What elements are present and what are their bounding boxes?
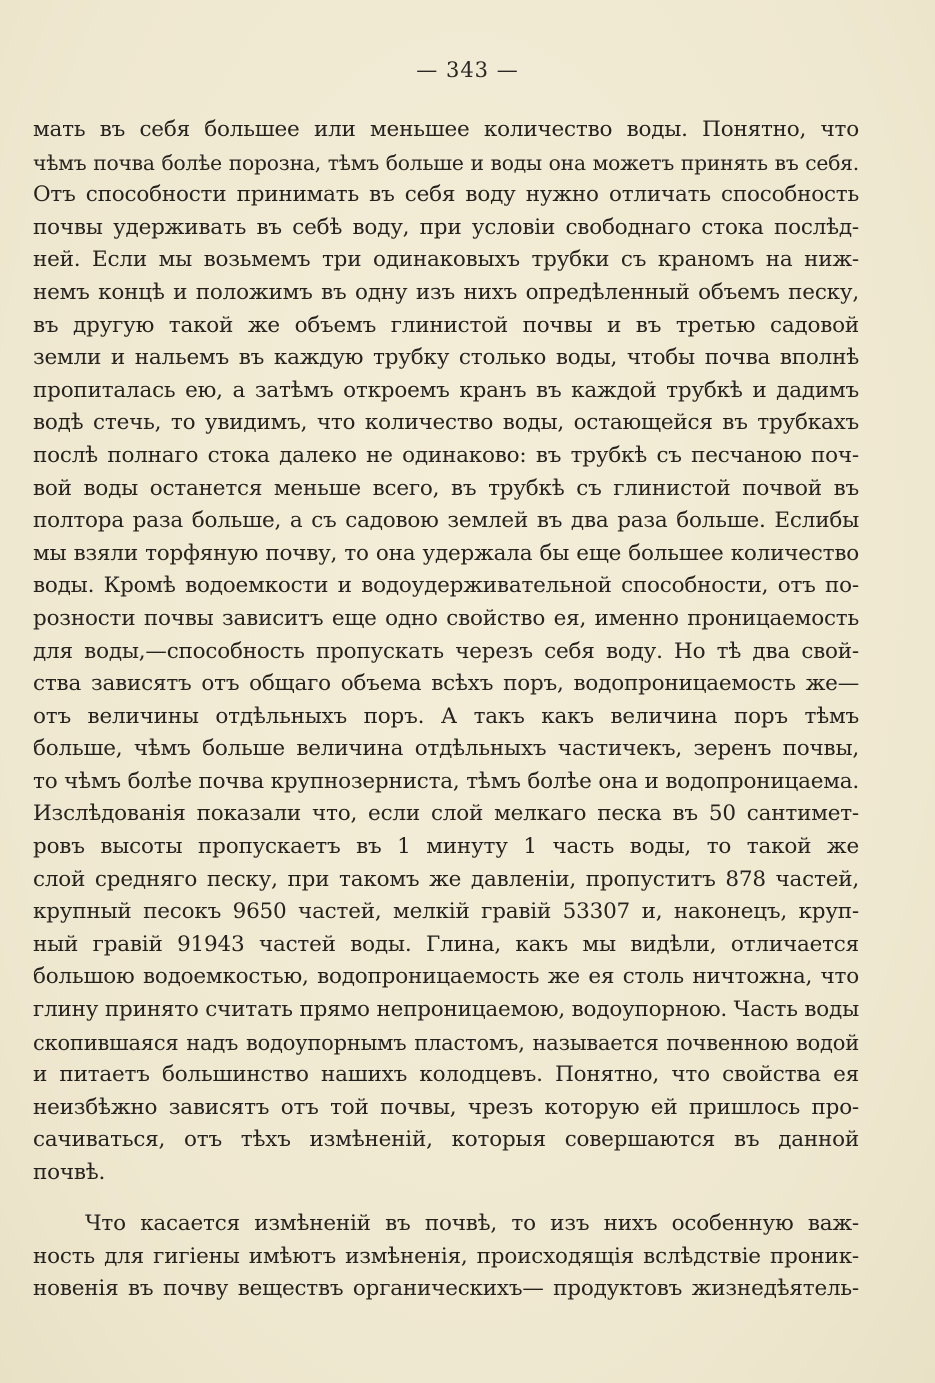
text-line: слой средняго песку, при такомъ же давленіи, пропуститъ 878 частей, xyxy=(33,866,859,892)
text-line: мы взяли торфяную почву, то она удержала бы еще большее количество xyxy=(33,540,859,566)
text-line: въ другую такой же объемъ глинистой почвы и въ третью садовой xyxy=(33,312,859,338)
page-number: — 343 — xyxy=(416,58,519,82)
text-line: больше, чѣмъ больше величина отдѣльныхъ частичекъ, зеренъ почвы, xyxy=(33,736,859,762)
text-line: земли и нальемъ въ каждую трубку столько воды, чтобы почва вполнѣ xyxy=(33,345,859,371)
text-line: почвы удерживать въ себѣ воду, при условіи свободнаго стока послѣд- xyxy=(33,214,859,240)
text-line: розности почвы зависитъ еще одно свойство ея, именно проницаемость xyxy=(33,605,859,631)
text-line: пропиталась ею, а затѣмъ откроемъ кранъ въ каждой трубкѣ и дадимъ xyxy=(33,377,859,403)
paragraph-1 xyxy=(33,114,859,1190)
text-line: полтора раза больше, а съ садовою землей въ два раза больше. Еслибы xyxy=(33,508,859,534)
text-line: большою водоемкостью, водопроницаемость же ея столь ничтожна, что xyxy=(33,964,859,990)
text-line: Что касается измѣненій въ почвѣ, то изъ нихъ особенную важ- xyxy=(85,1211,859,1236)
text-line: крупный песокъ 9650 частей, мелкій гравій 53307 и, наконецъ, круп- xyxy=(33,899,859,925)
text-line: отъ величины отдѣльныхъ поръ. А такъ какъ величина поръ тѣмъ xyxy=(33,703,859,729)
text-line: ства зависятъ отъ общаго объема всѣхъ поръ, водопроницаемость же— xyxy=(33,671,859,697)
text-line: новенія въ почву веществъ органическихъ— продуктовъ жизнедѣятель- xyxy=(33,1276,859,1302)
text-line: ность для гигіены имѣютъ измѣненія, происходящія вслѣдствіе проник- xyxy=(33,1243,859,1269)
text-line: немъ концѣ и положимъ въ одну изъ нихъ опредѣленный объемъ песку, xyxy=(33,279,859,305)
text-line: для воды,—способность пропускать черезъ себя воду. Но тѣ два свой- xyxy=(33,638,859,664)
text-line: глину принято считать прямо непроницаемою, водоупорною. Часть воды xyxy=(33,997,859,1023)
text-line: ный гравій 91943 частей воды. Глина, какъ мы видѣли, отличается xyxy=(33,931,859,957)
text-line: воды. Кромѣ водоемкости и водоудерживательной способности, отъ по- xyxy=(33,573,859,599)
paragraph-2 xyxy=(33,1208,859,1306)
text-line: скопившаяся надъ водоупорнымъ пластомъ, называется почвенною водой xyxy=(33,1030,859,1055)
text-line: водѣ стечь, то увидимъ, что количество воды, остающейся въ трубкахъ xyxy=(33,410,859,436)
text-line: то чѣмъ болѣе почва крупнозерниста, тѣмъ болѣе она и водопроницаема. xyxy=(33,768,859,794)
text-line: мать въ себя большее или меньшее количество воды. Понятно, что xyxy=(33,117,859,142)
text-line: послѣ полнаго стока далеко не одинаково: въ трубкѣ съ песчаною поч- xyxy=(33,442,859,468)
text-line: Изслѣдованія показали что, если слой мелкаго песка въ 50 сантимет- xyxy=(33,801,859,827)
text-line: чѣмъ почва болѣе порозна, тѣмъ больше и воды она можетъ принять въ себя. xyxy=(33,150,859,175)
text-line: и питаетъ большинство нашихъ колодцевъ. Понятно, что свойства ея xyxy=(33,1062,859,1088)
text-line: неизбѣжно зависятъ отъ той почвы, чрезъ которую ей пришлось про- xyxy=(33,1094,859,1120)
text-line: сачиваться, отъ тѣхъ измѣненій, которыя совершаются въ данной xyxy=(33,1127,859,1153)
text-line: ней. Если мы возьмемъ три одинаковыхъ трубки съ краномъ на ниж- xyxy=(33,247,859,273)
text-line: почвѣ. xyxy=(33,1160,106,1185)
text-line: вой воды останется меньше всего, въ трубкѣ съ глинистой почвой въ xyxy=(33,475,859,501)
text-line: Отъ способности принимать въ себя воду нужно отличать способность xyxy=(33,182,859,208)
text-line: ровъ высоты пропускаетъ въ 1 минуту 1 часть воды, то такой же xyxy=(33,834,859,860)
